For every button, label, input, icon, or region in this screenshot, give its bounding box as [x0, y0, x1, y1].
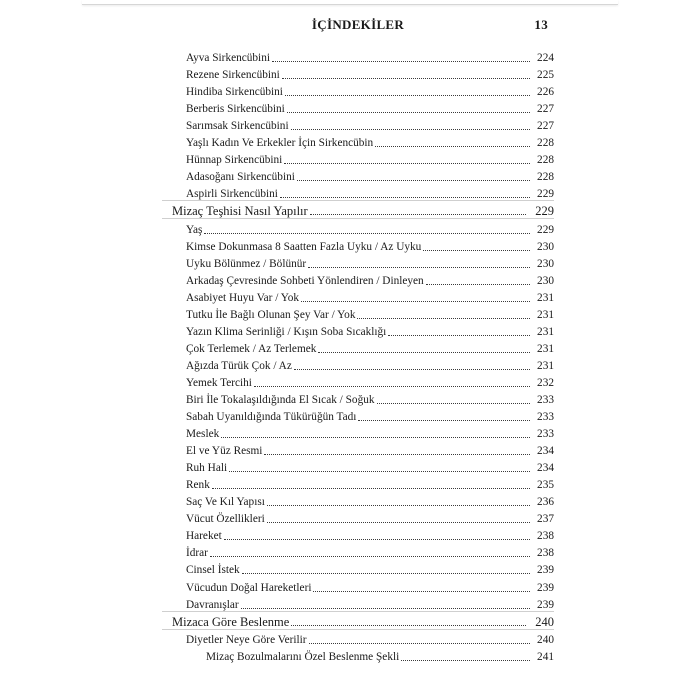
toc-entry-page-number: 234 — [537, 445, 554, 458]
toc-entry-title: Meslek — [186, 428, 220, 441]
toc-entry-page-number: 239 — [537, 581, 554, 594]
toc-entry-title: Aspirli Sirkencübini — [186, 188, 278, 201]
toc-entry[interactable] — [162, 82, 554, 99]
toc-entry-title: Saç Ve Kıl Yapısı — [186, 496, 265, 509]
dot-leader — [284, 163, 530, 164]
toc-entry-title: Biri İle Tokalaşıldığında El Sıcak / Soğuk — [186, 393, 375, 406]
toc-entry-page-number: 231 — [537, 308, 554, 321]
toc-entry-title: Mizaca Göre Beslenme — [172, 614, 290, 629]
toc-entry-title: Hareket — [186, 530, 222, 543]
dot-leader — [301, 301, 530, 302]
toc-entry-page-number: 226 — [537, 86, 554, 99]
toc-entry[interactable] — [162, 48, 554, 65]
dot-leader — [426, 284, 530, 285]
toc-entry-page-number: 229 — [537, 188, 554, 201]
toc-entry-title: Yazın Klima Serinliği / Kışın Soba Sıcaklığı — [186, 325, 387, 338]
toc-entry-page-number: 230 — [537, 274, 554, 287]
dot-leader — [357, 318, 530, 319]
toc-entry-page-number: 234 — [537, 462, 554, 475]
toc-entry[interactable] — [162, 509, 554, 526]
toc-entry-title: Hünnap Sirkencübini — [186, 154, 283, 167]
dot-leader — [210, 556, 530, 557]
toc-entry-title: Vücudun Doğal Hareketleri — [186, 581, 312, 594]
toc-section-entry[interactable] — [162, 200, 554, 219]
dot-leader — [267, 522, 530, 523]
toc-entry[interactable] — [162, 288, 554, 305]
toc-entry[interactable] — [162, 133, 554, 150]
dot-leader — [204, 233, 530, 234]
toc-entry-title: Yaşlı Kadın Ve Erkekler İçin Sirkencübin — [186, 137, 374, 150]
toc-entry-title: Arkadaş Çevresinde Sohbeti Yönlendiren / Dinleyen — [186, 274, 424, 287]
toc-entry-page-number: 237 — [537, 513, 554, 526]
toc-entry[interactable] — [162, 560, 554, 577]
toc-entry-page-number: 228 — [537, 171, 554, 184]
toc-entry[interactable] — [162, 271, 554, 288]
dot-leader — [229, 471, 530, 472]
toc-entry-page-number: 227 — [537, 120, 554, 133]
toc-entry[interactable] — [162, 184, 554, 201]
toc-entry[interactable] — [162, 526, 554, 543]
dot-leader — [241, 608, 530, 609]
dot-leader — [221, 437, 530, 438]
toc-entry-page-number: 233 — [537, 393, 554, 406]
table-of-contents — [162, 48, 554, 664]
toc-entry-page-number: 231 — [537, 325, 554, 338]
toc-entry-title: Uyku Bölünmez / Bölünür — [186, 257, 307, 270]
toc-entry-title: Diyetler Neye Göre Verilir — [186, 633, 307, 646]
toc-entry-page-number: 233 — [537, 411, 554, 424]
toc-entry[interactable] — [162, 407, 554, 424]
dot-leader — [267, 505, 530, 506]
toc-entry-title: Sarımsak Sirkencübini — [186, 120, 289, 133]
toc-entry-page-number: 229 — [537, 223, 554, 236]
toc-entry[interactable] — [162, 373, 554, 390]
toc-entry[interactable] — [162, 305, 554, 322]
dot-leader — [294, 369, 530, 370]
toc-entry[interactable] — [162, 150, 554, 167]
toc-entry-page-number: 240 — [537, 633, 554, 646]
toc-entry-page-number: 224 — [537, 52, 554, 65]
toc-entry-title: Mizaç Teşhisi Nasıl Yapılır — [172, 204, 308, 219]
toc-entry-page-number: 241 — [537, 650, 554, 663]
dot-leader — [264, 454, 530, 455]
page-header — [162, 10, 554, 32]
toc-entry-title: Kimse Dokunmasa 8 Saatten Fazla Uyku / Az Uyku — [186, 240, 422, 253]
toc-entry[interactable] — [162, 424, 554, 441]
toc-entry[interactable] — [162, 543, 554, 560]
toc-entry[interactable] — [162, 339, 554, 356]
dot-leader — [272, 61, 530, 62]
toc-entry[interactable] — [162, 237, 554, 254]
toc-entry-page-number: 233 — [537, 428, 554, 441]
toc-section-entry[interactable] — [162, 611, 554, 630]
dot-leader — [242, 573, 530, 574]
toc-entry[interactable] — [162, 116, 554, 133]
toc-entry[interactable] — [162, 167, 554, 184]
dot-leader — [388, 335, 530, 336]
toc-entry[interactable] — [162, 65, 554, 82]
toc-entry-page-number: 230 — [537, 240, 554, 253]
toc-entry-title: Vücut Özellikleri — [186, 513, 265, 526]
dot-leader — [310, 214, 526, 215]
toc-entry[interactable] — [162, 458, 554, 475]
toc-entry-title: Yemek Tercihi — [186, 376, 252, 389]
toc-entry-page-number: 239 — [537, 564, 554, 577]
toc-entry[interactable] — [162, 254, 554, 271]
toc-entry-title: Cinsel İstek — [186, 564, 240, 577]
dot-leader — [297, 180, 530, 181]
dot-leader — [254, 386, 530, 387]
toc-entry[interactable] — [162, 441, 554, 458]
toc-entry-title: Asabiyet Huyu Var / Yok — [186, 291, 300, 304]
toc-entry-page-number: 228 — [537, 137, 554, 150]
dot-leader — [318, 352, 530, 353]
toc-entry[interactable] — [162, 99, 554, 116]
dot-leader — [282, 78, 530, 79]
page-title: İÇİNDEKİLER — [311, 17, 405, 32]
toc-entry-page-number: 240 — [535, 614, 554, 629]
toc-entry-page-number: 231 — [537, 342, 554, 355]
page-number: 13 — [534, 17, 548, 32]
toc-entry-page-number: 229 — [535, 204, 554, 219]
document-page — [162, 0, 554, 700]
toc-entry[interactable] — [162, 595, 554, 612]
dot-leader — [291, 129, 530, 130]
dot-leader — [377, 403, 530, 404]
toc-entry-title: Ağızda Türük Çok / Az — [186, 359, 292, 372]
toc-entry[interactable] — [162, 356, 554, 373]
toc-entry-page-number: 231 — [537, 291, 554, 304]
toc-entry-title: Çok Terlemek / Az Terlemek — [186, 342, 317, 355]
toc-entry-title: Berberis Sirkencübini — [186, 103, 285, 116]
dot-leader — [212, 488, 530, 489]
toc-entry-page-number: 236 — [537, 496, 554, 509]
toc-entry-page-number: 227 — [537, 103, 554, 116]
toc-entry-title: Tutku İle Bağlı Olunan Şey Var / Yok — [186, 308, 356, 321]
dot-leader — [291, 625, 526, 626]
dot-leader — [287, 112, 530, 113]
toc-entry-page-number: 239 — [537, 598, 554, 611]
toc-entry-page-number: 230 — [537, 257, 554, 270]
toc-entry-title: Adasoğanı Sirkencübini — [186, 171, 295, 184]
toc-entry[interactable] — [162, 219, 554, 236]
toc-entry[interactable] — [162, 577, 554, 594]
toc-entry[interactable] — [162, 630, 554, 647]
toc-entry-title: Rezene Sirkencübini — [186, 69, 280, 82]
toc-entry-title: Sabah Uyanıldığında Tükürüğün Tadı — [186, 411, 357, 424]
dot-leader — [285, 95, 530, 96]
toc-entry[interactable] — [162, 492, 554, 509]
dot-leader — [401, 660, 530, 661]
toc-entry[interactable] — [162, 647, 554, 664]
dot-leader — [358, 420, 530, 421]
toc-entry-page-number: 238 — [537, 547, 554, 560]
dot-leader — [423, 250, 530, 251]
dot-leader — [313, 591, 530, 592]
dot-leader — [224, 539, 530, 540]
toc-entry-title: Ruh Hali — [186, 462, 228, 475]
toc-entry[interactable] — [162, 322, 554, 339]
toc-entry-title: Renk — [186, 479, 210, 492]
toc-entry-title: El ve Yüz Resmi — [186, 445, 263, 458]
toc-entry-page-number: 225 — [537, 69, 554, 82]
toc-entry-page-number: 231 — [537, 359, 554, 372]
toc-entry-title: Hindiba Sirkencübini — [186, 86, 283, 99]
toc-entry-title: İdrar — [186, 547, 208, 560]
toc-entry-title: Yaş — [186, 223, 203, 236]
toc-entry-page-number: 235 — [537, 479, 554, 492]
dot-leader — [280, 197, 530, 198]
toc-entry[interactable] — [162, 390, 554, 407]
toc-entry-page-number: 228 — [537, 154, 554, 167]
toc-entry-title: Davranışlar — [186, 598, 239, 611]
toc-entry-title: Ayva Sirkencübini — [186, 52, 270, 65]
toc-entry-title: Mizaç Bozulmalarını Özel Beslenme Şekli — [206, 650, 400, 663]
toc-entry-page-number: 232 — [537, 376, 554, 389]
dot-leader — [308, 267, 530, 268]
toc-entry-page-number: 238 — [537, 530, 554, 543]
toc-entry[interactable] — [162, 475, 554, 492]
dot-leader — [375, 146, 530, 147]
dot-leader — [309, 643, 530, 644]
